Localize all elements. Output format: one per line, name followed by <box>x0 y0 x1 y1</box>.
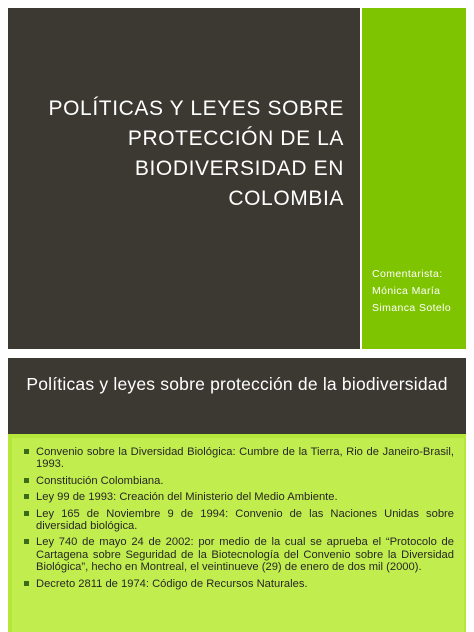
list-item <box>24 578 454 590</box>
square-bullet-icon <box>24 478 29 483</box>
square-bullet-icon <box>24 511 29 516</box>
content-area <box>8 434 466 632</box>
list-item-text: Convenio sobre la Diversidad Biológica: Cumbre de la Tierra, Rio de Janeiro-Brasil, 1993. <box>36 446 454 471</box>
content-panel <box>12 438 464 632</box>
square-bullet-icon <box>24 494 29 499</box>
slide-title: POLÍTICAS Y LEYES SOBRE PROTECCIÓN DE LA BIODIVERSIDAD EN COLOMBIA <box>48 97 344 210</box>
content-slide <box>8 358 466 632</box>
list-item-text: Constitución Colombiana. <box>36 474 164 487</box>
list-item-text: Ley 165 de Noviembre 9 de 1994: Convenio de las Naciones Unidas sobre diversidad biológica. <box>36 507 454 533</box>
slide-heading: Políticas y leyes sobre protección de la biodiversidad <box>26 374 448 394</box>
list-item-text: Ley 99 de 1993: Creación del Ministerio del Medio Ambiente. <box>36 491 338 504</box>
list-item <box>24 475 454 487</box>
list-item <box>24 491 454 503</box>
commentator-label: Comentarista: <box>372 268 443 280</box>
title-slide <box>8 8 466 349</box>
list-item-text: Ley 740 de mayo 24 de 2002: por medio de la cual se aprueba el “Protocolo de Cartagena sobre Seguridad de la Biotecnología del Convenio sobre la Diversidad Biológica”, hecho en Montreal, el veintinueve (29) de enero de dos mil (2000). <box>36 536 454 574</box>
commentator-block <box>372 266 464 317</box>
list-item <box>24 536 454 573</box>
commentator-name: Mónica María Simanca Sotelo <box>372 285 452 314</box>
list-item-text: Decreto 2811 de 1974: Código de Recursos Naturales. <box>36 577 308 590</box>
list-item <box>24 508 454 533</box>
slide-header <box>8 358 466 434</box>
accent-panel <box>360 8 466 349</box>
list-item <box>24 446 454 471</box>
square-bullet-icon <box>24 449 29 454</box>
accent-green-block <box>362 8 466 349</box>
title-panel <box>8 8 360 349</box>
bullet-list <box>24 446 454 594</box>
square-bullet-icon <box>24 581 29 586</box>
square-bullet-icon <box>24 539 29 544</box>
